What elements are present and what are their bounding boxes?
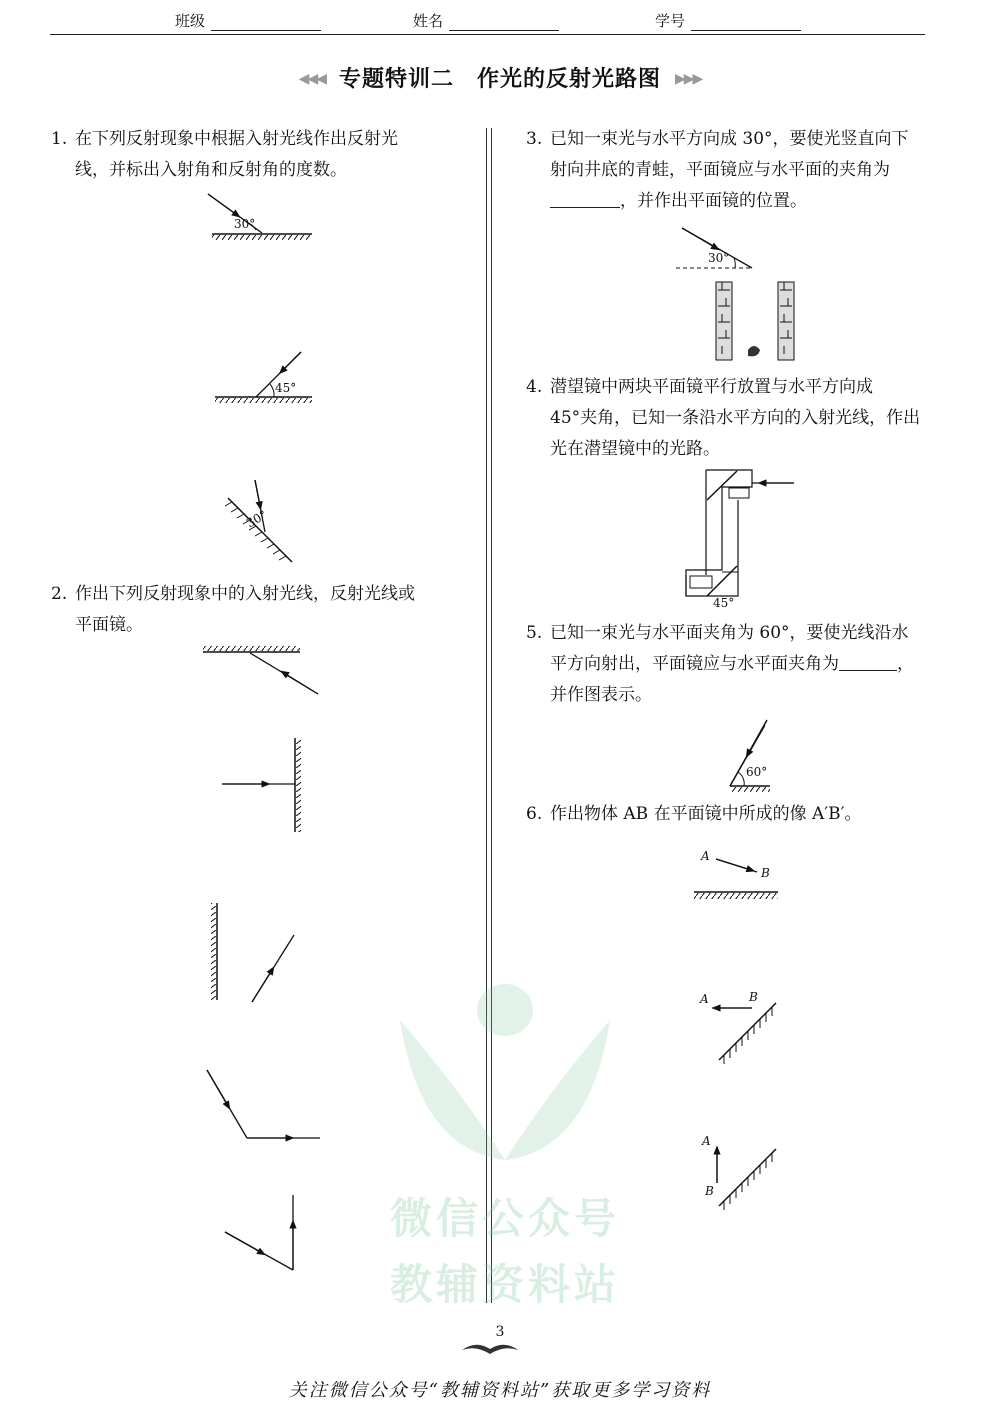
question-4-line1: 潜望镜中两块平面镜平行放置与水平方向成: [550, 377, 873, 397]
question-5-line3: 并作图表示。: [550, 685, 652, 705]
question-5-number: 5.: [526, 623, 543, 643]
q6a-label-a: A: [701, 849, 710, 863]
q6b-label-a: A: [700, 992, 709, 1006]
q6b-label-b: B: [749, 990, 758, 1004]
question-1-line2: 线，并标出入射角和反射角的度数。: [75, 160, 347, 180]
question-5-line1: 已知一束光与水平面夹角为 60°，要使光线沿水: [550, 623, 909, 643]
watermark-line2: 教辅资料站: [389, 1260, 620, 1309]
class-label: 班级: [175, 12, 206, 30]
q5-angle-label: 60°: [746, 765, 768, 779]
question-4-line3: 光在潜望镜中的光路。: [550, 439, 720, 459]
q6c-label-b: B: [705, 1184, 714, 1198]
question-2-line2: 平面镜。: [75, 615, 143, 635]
question-3-number: 3.: [526, 129, 543, 149]
q1a-angle-label: 30°: [234, 217, 256, 231]
q6a-label-b: B: [761, 866, 770, 880]
question-4-line2: 45°夹角，已知一条沿水平方向的入射光线，作出: [550, 408, 921, 428]
footer-text: 关注微信公众号“教辅资料站”获取更多学习资料: [288, 1380, 712, 1401]
question-3-line3: ，并作出平面镜的位置。: [620, 191, 807, 211]
question-5-line2b: ，: [897, 654, 914, 674]
q1b-angle-label: 45°: [275, 381, 297, 395]
title-left-arrows: ◀◀◀: [298, 71, 325, 87]
q4-angle-label: 45°: [713, 596, 735, 610]
watermark-line1: 微信公众号: [389, 1194, 620, 1243]
q1c-angle-label: 30°: [243, 507, 270, 531]
question-1-line1: 在下列反射现象中根据入射光线作出反射光: [75, 129, 398, 149]
question-3-line2: 射向井底的青蛙，平面镜应与水平面的夹角为: [550, 160, 890, 180]
seagull-ornament-icon: [460, 1340, 520, 1356]
question-6-line1: 作出物体 AB 在平面镜中所成的像 A′B′。: [550, 804, 862, 824]
q3-angle-label: 30°: [708, 251, 730, 265]
title-right-arrows: ▶▶▶: [675, 71, 702, 87]
question-1-number: 1.: [51, 129, 68, 149]
title-text: 专题特训二 作光的反射光路图: [338, 67, 661, 92]
page-number: 3: [495, 1324, 505, 1340]
name-label: 姓名: [413, 12, 444, 30]
q6c-label-a: A: [702, 1134, 711, 1148]
question-4-number: 4.: [526, 377, 543, 397]
id-label: 学号: [655, 12, 686, 30]
question-5-line2a: 平方向射出，平面镜应与水平面夹角为: [550, 654, 839, 674]
question-6-number: 6.: [526, 804, 543, 824]
question-3-line1: 已知一束光与水平方向成 30°，要使光竖直向下: [550, 129, 909, 149]
question-2-line1: 作出下列反射现象中的入射光线，反射光线或: [75, 584, 415, 604]
question-2-number: 2.: [51, 584, 68, 604]
